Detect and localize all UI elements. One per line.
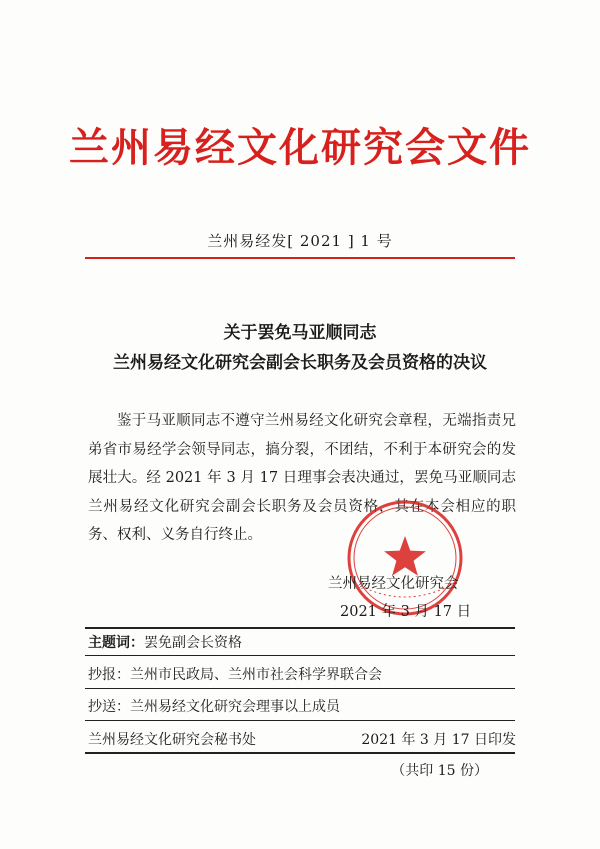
signing-organization: 兰州易经文化研究会 [328, 576, 459, 592]
footer-rule-1 [85, 655, 515, 656]
footer-top-rule [85, 627, 515, 629]
keywords-row [88, 632, 516, 652]
footer-bottom-rule [85, 752, 515, 754]
issuer-name: 兰州易经文化研究会秘书处 [88, 732, 256, 748]
cc-send-row: 抄送：兰州易经文化研究会理事以上成员 [88, 699, 340, 715]
document-title-line-1: 关于罢免马亚顺同志 [223, 323, 377, 343]
footer-rule-2 [85, 688, 515, 689]
cc-report-row: 抄报：兰州市民政局、兰州市社会科学界联合会 [88, 667, 382, 683]
keyword-2: 副会长 [172, 635, 214, 651]
keyword-3: 资格 [214, 635, 242, 651]
signing-date: 2021 年 3 月 17 日 [340, 604, 472, 620]
body-paragraph: 鉴于马亚顺同志不遵守兰州易经文化研究会章程，无端指责兄弟省市易经学会领导同志，搞分裂，不团结，不利于本研究会的发展壮大。经 2021 年 3 月 17 日理事会表决通过，罢免马亚顺同志兰州易经文化研究会副会长职务及会员资格，其在本会相应的职务、权利、义务自行终止。 [88, 413, 516, 543]
red-divider-line [85, 257, 515, 259]
issue-date: 2021 年 3 月 17 日印发 [361, 732, 516, 748]
issuer-row [88, 729, 516, 749]
footer-rule-3 [85, 720, 515, 721]
copies-count: （共印 15 份） [391, 763, 488, 779]
document-title-line-2: 兰州易经文化研究会副会长职务及会员资格的决议 [113, 353, 487, 373]
keyword-1: 罢免 [144, 635, 172, 651]
document-masthead: 兰州易经文化研究会文件 [69, 124, 531, 171]
keywords-label: 主题词： [88, 635, 144, 651]
document-number: 兰州易经发[ 2021 ] 1 号 [207, 232, 393, 250]
